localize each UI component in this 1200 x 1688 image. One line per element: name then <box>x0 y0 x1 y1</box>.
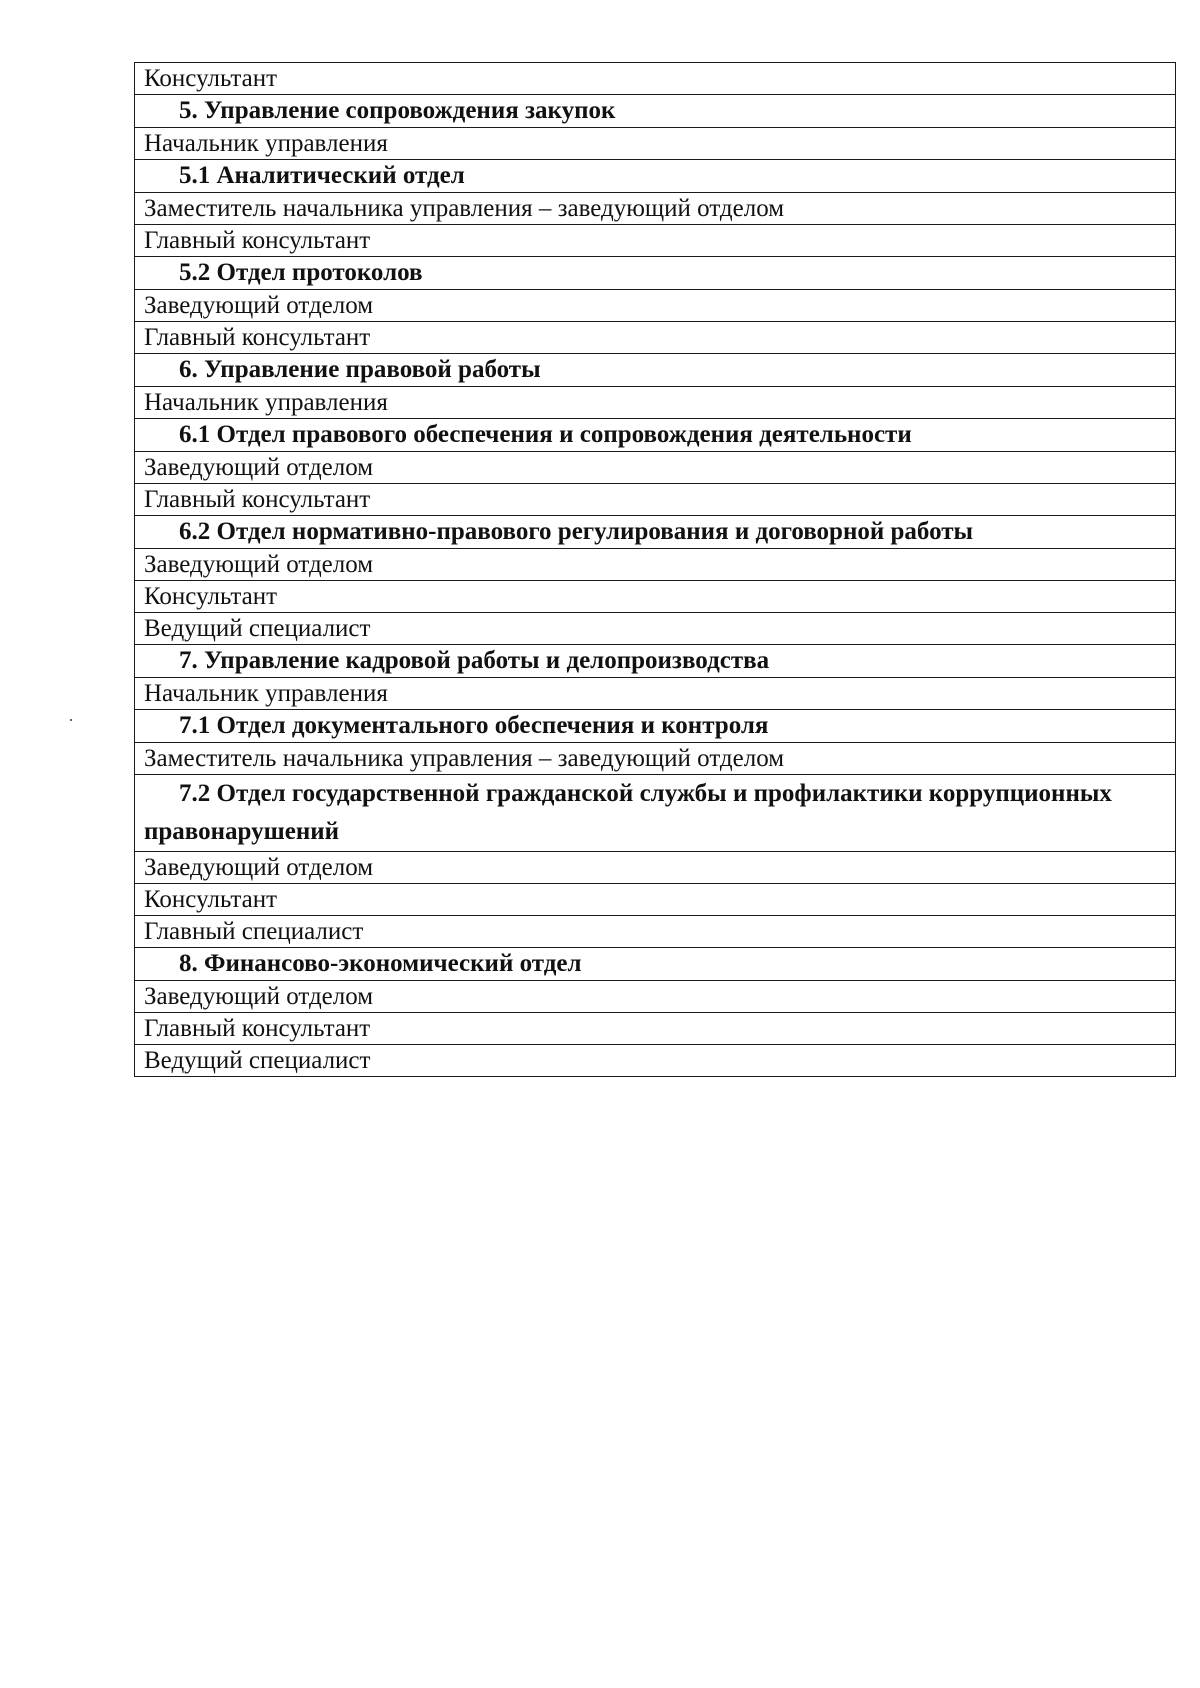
position-row <box>135 387 1176 419</box>
department-title: 8. Финансово-экономический отдел <box>135 948 1176 981</box>
department-title: 5. Управление сопровождения закупок <box>135 95 1176 128</box>
department-header-row <box>135 710 1176 743</box>
position-row <box>135 852 1176 884</box>
department-title: 7. Управление кадровой работы и делопроизводства <box>135 645 1176 678</box>
position-row <box>135 193 1176 225</box>
staff-positions-table <box>134 62 1176 1077</box>
department-header-row <box>135 160 1176 193</box>
department-header-row <box>135 775 1176 852</box>
table-body <box>135 63 1176 1077</box>
position-title: Консультант <box>135 63 1176 95</box>
department-header-row <box>135 419 1176 452</box>
position-title: Начальник управления <box>135 387 1176 419</box>
department-title: 6. Управление правовой работы <box>135 354 1176 387</box>
position-title: Заведующий отделом <box>135 290 1176 322</box>
position-row <box>135 743 1176 775</box>
scan-artifact-dot <box>70 719 72 721</box>
position-title: Главный консультант <box>135 322 1176 354</box>
position-row <box>135 63 1176 95</box>
position-row <box>135 290 1176 322</box>
department-header-row <box>135 257 1176 290</box>
position-title: Главный консультант <box>135 484 1176 516</box>
position-row <box>135 916 1176 948</box>
position-row <box>135 884 1176 916</box>
department-title: 5.2 Отдел протоколов <box>135 257 1176 290</box>
position-title: Ведущий специалист <box>135 1045 1176 1077</box>
position-row <box>135 452 1176 484</box>
department-title: 5.1 Аналитический отдел <box>135 160 1176 193</box>
position-title: Заместитель начальника управления – заведующий отделом <box>135 193 1176 225</box>
position-title: Заведующий отделом <box>135 549 1176 581</box>
position-row <box>135 128 1176 160</box>
position-row <box>135 981 1176 1013</box>
position-title: Начальник управления <box>135 128 1176 160</box>
department-header-row <box>135 354 1176 387</box>
department-header-row <box>135 948 1176 981</box>
position-row <box>135 549 1176 581</box>
position-title: Заместитель начальника управления – заведующий отделом <box>135 743 1176 775</box>
position-row <box>135 484 1176 516</box>
position-title: Заведующий отделом <box>135 452 1176 484</box>
position-title: Консультант <box>135 884 1176 916</box>
position-row <box>135 581 1176 613</box>
position-row <box>135 1045 1176 1077</box>
position-title: Главный консультант <box>135 1013 1176 1045</box>
position-title: Заведующий отделом <box>135 852 1176 884</box>
position-title: Начальник управления <box>135 678 1176 710</box>
position-title: Ведущий специалист <box>135 613 1176 645</box>
department-title: 6.1 Отдел правового обеспечения и сопровождения деятельности <box>135 419 1176 452</box>
department-header-row <box>135 645 1176 678</box>
position-title: Главный специалист <box>135 916 1176 948</box>
position-row <box>135 225 1176 257</box>
position-row <box>135 322 1176 354</box>
department-title: 7.1 Отдел документального обеспечения и контроля <box>135 710 1176 743</box>
department-title: 6.2 Отдел нормативно-правового регулирования и договорной работы <box>135 516 1176 549</box>
position-title: Консультант <box>135 581 1176 613</box>
position-title: Главный консультант <box>135 225 1176 257</box>
department-title: 7.2 Отдел государственной гражданской службы и профилактики коррупционных правонарушений <box>135 775 1176 852</box>
department-header-row <box>135 516 1176 549</box>
position-row <box>135 1013 1176 1045</box>
position-row <box>135 613 1176 645</box>
department-header-row <box>135 95 1176 128</box>
position-title: Заведующий отделом <box>135 981 1176 1013</box>
position-row <box>135 678 1176 710</box>
